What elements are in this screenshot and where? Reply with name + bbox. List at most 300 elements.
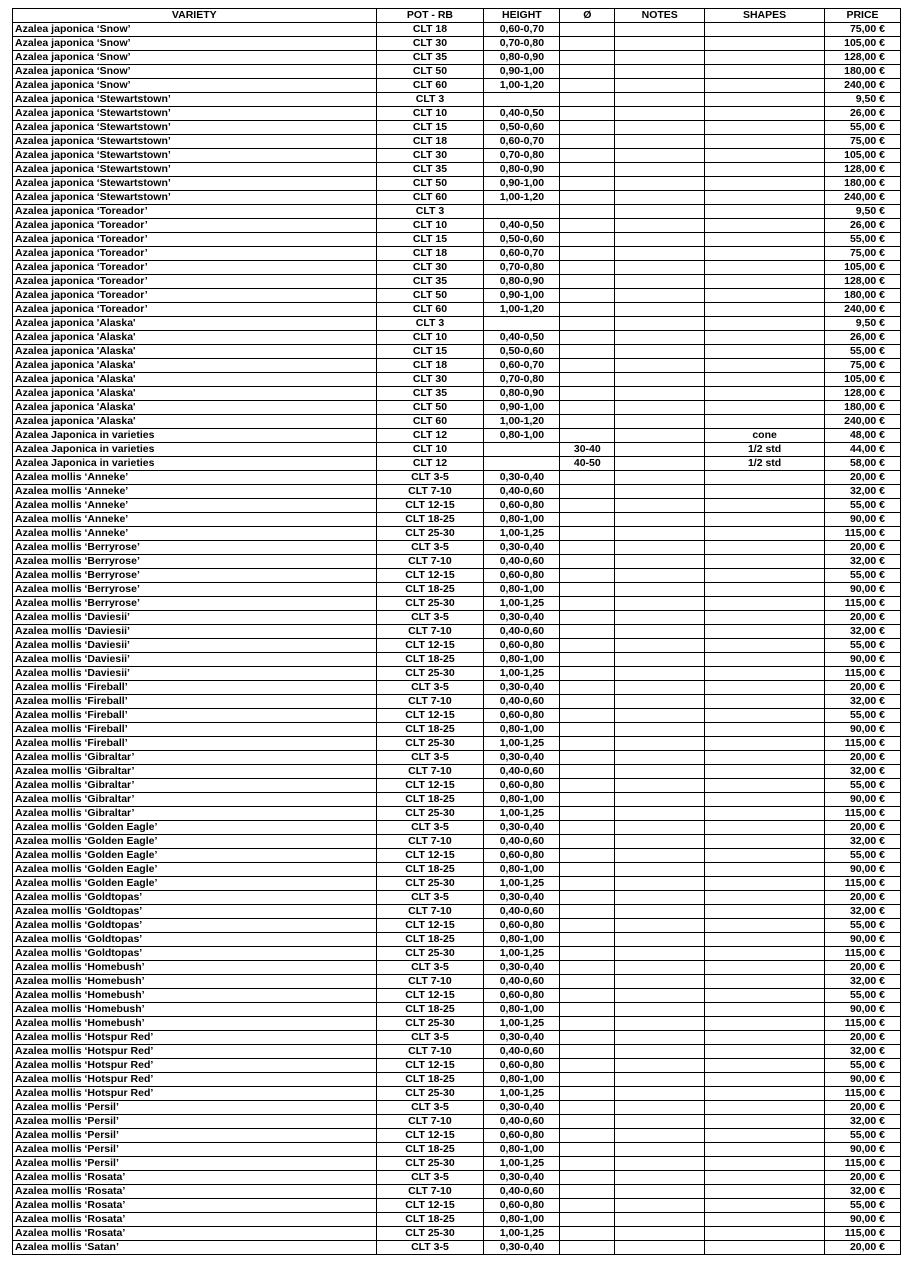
cell-shapes: [705, 1087, 825, 1101]
cell-variety: Azalea japonica ‘Stewartstown’: [13, 93, 377, 107]
cell-notes: [615, 135, 705, 149]
table-row: [13, 121, 901, 135]
cell-pot: CLT 18-25: [376, 653, 484, 667]
cell-diameter: [560, 765, 615, 779]
cell-variety: Azalea japonica ‘Toreador’: [13, 261, 377, 275]
cell-variety: Azalea mollis ‘Fireball’: [13, 723, 377, 737]
table-row: [13, 625, 901, 639]
cell-height: 0,70-0,80: [484, 261, 560, 275]
cell-diameter: [560, 219, 615, 233]
cell-shapes: [705, 947, 825, 961]
cell-notes: [615, 387, 705, 401]
cell-price: 32,00 €: [824, 1045, 900, 1059]
cell-diameter: [560, 947, 615, 961]
table-row: [13, 1073, 901, 1087]
cell-notes: [615, 107, 705, 121]
cell-variety: Azalea mollis ‘Daviesii’: [13, 639, 377, 653]
cell-diameter: [560, 51, 615, 65]
cell-diameter: [560, 317, 615, 331]
cell-height: [484, 317, 560, 331]
cell-pot: CLT 18-25: [376, 1073, 484, 1087]
cell-height: 0,30-0,40: [484, 1101, 560, 1115]
table-row: [13, 667, 901, 681]
cell-height: 1,00-1,25: [484, 527, 560, 541]
cell-diameter: [560, 821, 615, 835]
cell-shapes: [705, 597, 825, 611]
cell-diameter: [560, 1045, 615, 1059]
cell-notes: [615, 975, 705, 989]
cell-diameter: [560, 877, 615, 891]
cell-diameter: [560, 625, 615, 639]
table-row: [13, 1101, 901, 1115]
header-price: PRICE: [824, 9, 900, 23]
cell-notes: [615, 51, 705, 65]
cell-pot: CLT 12-15: [376, 569, 484, 583]
table-row: [13, 611, 901, 625]
cell-notes: [615, 331, 705, 345]
cell-notes: [615, 779, 705, 793]
cell-pot: CLT 15: [376, 345, 484, 359]
cell-price: 20,00 €: [824, 611, 900, 625]
cell-shapes: [705, 317, 825, 331]
cell-diameter: [560, 163, 615, 177]
table-row: [13, 891, 901, 905]
cell-shapes: [705, 1213, 825, 1227]
cell-diameter: [560, 1185, 615, 1199]
cell-notes: [615, 863, 705, 877]
cell-notes: [615, 247, 705, 261]
cell-variety: Azalea mollis ‘Homebush’: [13, 1017, 377, 1031]
cell-pot: CLT 25-30: [376, 1157, 484, 1171]
cell-price: 90,00 €: [824, 1213, 900, 1227]
cell-price: 115,00 €: [824, 807, 900, 821]
table-row: [13, 807, 901, 821]
cell-variety: Azalea japonica ‘Stewartstown’: [13, 163, 377, 177]
cell-pot: CLT 7-10: [376, 975, 484, 989]
cell-price: 105,00 €: [824, 373, 900, 387]
cell-shapes: [705, 135, 825, 149]
cell-shapes: [705, 485, 825, 499]
cell-pot: CLT 18-25: [376, 513, 484, 527]
table-row: [13, 695, 901, 709]
cell-height: 0,90-1,00: [484, 289, 560, 303]
table-row: [13, 681, 901, 695]
cell-shapes: [705, 611, 825, 625]
cell-pot: CLT 25-30: [376, 1017, 484, 1031]
cell-diameter: [560, 807, 615, 821]
cell-variety: Azalea mollis ‘Hotspur Red’: [13, 1087, 377, 1101]
cell-shapes: [705, 1059, 825, 1073]
cell-price: 55,00 €: [824, 639, 900, 653]
cell-variety: Azalea japonica ‘Snow’: [13, 65, 377, 79]
cell-height: 0,60-0,80: [484, 779, 560, 793]
table-row: [13, 961, 901, 975]
table-row: [13, 247, 901, 261]
table-row: [13, 1115, 901, 1129]
cell-height: 0,30-0,40: [484, 961, 560, 975]
cell-height: 0,80-0,90: [484, 275, 560, 289]
table-row: [13, 23, 901, 37]
cell-price: 55,00 €: [824, 779, 900, 793]
cell-price: 75,00 €: [824, 247, 900, 261]
cell-height: 1,00-1,20: [484, 303, 560, 317]
cell-pot: CLT 3-5: [376, 471, 484, 485]
cell-price: 9,50 €: [824, 205, 900, 219]
cell-notes: [615, 1157, 705, 1171]
table-row: [13, 163, 901, 177]
cell-notes: [615, 471, 705, 485]
cell-variety: Azalea mollis ‘Berryrose’: [13, 555, 377, 569]
cell-variety: Azalea mollis ‘Homebush’: [13, 975, 377, 989]
cell-shapes: [705, 177, 825, 191]
cell-variety: Azalea japonica ‘Toreador’: [13, 275, 377, 289]
cell-notes: [615, 919, 705, 933]
cell-notes: [615, 499, 705, 513]
cell-variety: Azalea mollis ‘Persil’: [13, 1115, 377, 1129]
cell-notes: [615, 961, 705, 975]
table-row: [13, 527, 901, 541]
cell-notes: [615, 485, 705, 499]
table-row: [13, 541, 901, 555]
table-row: [13, 1227, 901, 1241]
cell-price: 180,00 €: [824, 289, 900, 303]
cell-height: [484, 457, 560, 471]
cell-diameter: [560, 709, 615, 723]
cell-variety: Azalea mollis ‘Berryrose’: [13, 597, 377, 611]
cell-pot: CLT 12-15: [376, 499, 484, 513]
cell-height: 1,00-1,25: [484, 1227, 560, 1241]
cell-pot: CLT 60: [376, 191, 484, 205]
cell-notes: [615, 345, 705, 359]
cell-pot: CLT 7-10: [376, 555, 484, 569]
table-row: [13, 821, 901, 835]
header-height: HEIGHT: [484, 9, 560, 23]
cell-diameter: [560, 611, 615, 625]
cell-price: 20,00 €: [824, 961, 900, 975]
table-row: [13, 65, 901, 79]
cell-variety: Azalea mollis ‘Daviesii’: [13, 653, 377, 667]
cell-shapes: [705, 513, 825, 527]
cell-variety: Azalea mollis ‘Persil’: [13, 1101, 377, 1115]
cell-price: 32,00 €: [824, 975, 900, 989]
cell-height: 0,60-0,80: [484, 1199, 560, 1213]
table-row: [13, 1143, 901, 1157]
cell-price: 55,00 €: [824, 233, 900, 247]
cell-notes: [615, 1185, 705, 1199]
cell-shapes: [705, 1171, 825, 1185]
table-row: [13, 1017, 901, 1031]
cell-pot: CLT 12-15: [376, 1059, 484, 1073]
cell-notes: [615, 569, 705, 583]
table-row: [13, 401, 901, 415]
cell-pot: CLT 18-25: [376, 583, 484, 597]
table-row: [13, 1087, 901, 1101]
cell-diameter: [560, 1003, 615, 1017]
cell-pot: CLT 7-10: [376, 1185, 484, 1199]
cell-shapes: [705, 975, 825, 989]
cell-shapes: [705, 639, 825, 653]
cell-shapes: [705, 1115, 825, 1129]
cell-price: 32,00 €: [824, 485, 900, 499]
cell-height: 0,80-0,90: [484, 51, 560, 65]
cell-diameter: [560, 1199, 615, 1213]
price-list-table: [12, 8, 901, 1255]
cell-price: 75,00 €: [824, 359, 900, 373]
cell-height: 0,90-1,00: [484, 177, 560, 191]
cell-diameter: [560, 107, 615, 121]
cell-notes: [615, 177, 705, 191]
cell-pot: CLT 3-5: [376, 961, 484, 975]
cell-diameter: [560, 1017, 615, 1031]
cell-height: 1,00-1,25: [484, 1017, 560, 1031]
cell-shapes: [705, 709, 825, 723]
cell-shapes: [705, 835, 825, 849]
cell-variety: Azalea mollis ‘Gibraltar’: [13, 751, 377, 765]
cell-variety: Azalea japonica 'Alaska': [13, 387, 377, 401]
cell-height: 0,40-0,60: [484, 485, 560, 499]
cell-height: 1,00-1,25: [484, 1157, 560, 1171]
cell-diameter: 40-50: [560, 457, 615, 471]
cell-shapes: [705, 79, 825, 93]
cell-variety: Azalea mollis ‘Hotspur Red’: [13, 1045, 377, 1059]
cell-diameter: [560, 261, 615, 275]
cell-notes: [615, 65, 705, 79]
cell-height: 0,40-0,60: [484, 555, 560, 569]
cell-diameter: [560, 667, 615, 681]
cell-diameter: [560, 1101, 615, 1115]
cell-pot: CLT 35: [376, 51, 484, 65]
table-row: [13, 793, 901, 807]
cell-price: 20,00 €: [824, 1171, 900, 1185]
cell-height: 0,30-0,40: [484, 751, 560, 765]
cell-pot: CLT 25-30: [376, 807, 484, 821]
cell-price: 115,00 €: [824, 737, 900, 751]
cell-shapes: [705, 681, 825, 695]
cell-height: 0,70-0,80: [484, 149, 560, 163]
cell-notes: [615, 1227, 705, 1241]
cell-pot: CLT 18-25: [376, 933, 484, 947]
cell-pot: CLT 18-25: [376, 723, 484, 737]
cell-price: 90,00 €: [824, 723, 900, 737]
table-row: [13, 37, 901, 51]
cell-variety: Azalea mollis ‘Fireball’: [13, 709, 377, 723]
cell-price: 55,00 €: [824, 1129, 900, 1143]
cell-height: 1,00-1,20: [484, 191, 560, 205]
cell-notes: [615, 625, 705, 639]
cell-height: 0,60-0,80: [484, 1059, 560, 1073]
cell-notes: [615, 23, 705, 37]
cell-notes: [615, 1059, 705, 1073]
table-row: [13, 499, 901, 513]
cell-price: 20,00 €: [824, 821, 900, 835]
table-row: [13, 135, 901, 149]
cell-variety: Azalea japonica ‘Stewartstown’: [13, 149, 377, 163]
cell-shapes: [705, 51, 825, 65]
cell-pot: CLT 12-15: [376, 919, 484, 933]
cell-variety: Azalea mollis ‘Homebush’: [13, 961, 377, 975]
table-row: [13, 597, 901, 611]
cell-height: 0,80-1,00: [484, 793, 560, 807]
cell-height: 1,00-1,25: [484, 1087, 560, 1101]
cell-pot: CLT 7-10: [376, 1045, 484, 1059]
cell-price: 90,00 €: [824, 653, 900, 667]
table-row: [13, 653, 901, 667]
table-row: [13, 877, 901, 891]
cell-diameter: [560, 597, 615, 611]
cell-variety: Azalea japonica ‘Stewartstown’: [13, 135, 377, 149]
cell-pot: CLT 35: [376, 387, 484, 401]
cell-notes: [615, 933, 705, 947]
cell-shapes: [705, 555, 825, 569]
table-row: [13, 1199, 901, 1213]
cell-price: 48,00 €: [824, 429, 900, 443]
cell-variety: Azalea japonica ‘Stewartstown’: [13, 107, 377, 121]
cell-variety: Azalea japonica 'Alaska': [13, 359, 377, 373]
cell-shapes: [705, 93, 825, 107]
cell-shapes: [705, 653, 825, 667]
cell-notes: [615, 1199, 705, 1213]
table-row: [13, 415, 901, 429]
cell-pot: CLT 7-10: [376, 905, 484, 919]
cell-variety: Azalea mollis ‘Fireball’: [13, 737, 377, 751]
cell-diameter: [560, 933, 615, 947]
cell-variety: Azalea japonica ‘Snow’: [13, 23, 377, 37]
cell-price: 32,00 €: [824, 625, 900, 639]
cell-pot: CLT 50: [376, 401, 484, 415]
cell-notes: [615, 527, 705, 541]
cell-shapes: [705, 233, 825, 247]
cell-diameter: [560, 1129, 615, 1143]
cell-pot: CLT 15: [376, 233, 484, 247]
table-row: [13, 919, 901, 933]
cell-diameter: [560, 1171, 615, 1185]
cell-variety: Azalea mollis ‘Fireball’: [13, 681, 377, 695]
cell-price: 90,00 €: [824, 1143, 900, 1157]
cell-price: 55,00 €: [824, 345, 900, 359]
cell-diameter: [560, 1213, 615, 1227]
cell-shapes: [705, 807, 825, 821]
cell-price: 90,00 €: [824, 583, 900, 597]
cell-variety: Azalea Japonica in varieties: [13, 429, 377, 443]
cell-pot: CLT 25-30: [376, 597, 484, 611]
table-row: [13, 1213, 901, 1227]
cell-pot: CLT 10: [376, 331, 484, 345]
cell-height: 0,40-0,60: [484, 1185, 560, 1199]
cell-pot: CLT 3-5: [376, 1031, 484, 1045]
cell-variety: Azalea mollis ‘Fireball’: [13, 695, 377, 709]
cell-shapes: [705, 1199, 825, 1213]
table-row: [13, 261, 901, 275]
cell-shapes: [705, 121, 825, 135]
cell-height: 1,00-1,20: [484, 415, 560, 429]
cell-diameter: [560, 723, 615, 737]
cell-diameter: [560, 793, 615, 807]
cell-height: 0,80-1,00: [484, 723, 560, 737]
cell-height: 0,40-0,60: [484, 1115, 560, 1129]
cell-variety: Azalea mollis ‘Gibraltar’: [13, 765, 377, 779]
cell-height: 0,40-0,60: [484, 625, 560, 639]
cell-notes: [615, 695, 705, 709]
cell-price: 128,00 €: [824, 163, 900, 177]
cell-price: 55,00 €: [824, 1059, 900, 1073]
cell-notes: [615, 373, 705, 387]
cell-price: 20,00 €: [824, 681, 900, 695]
cell-pot: CLT 50: [376, 177, 484, 191]
cell-notes: [615, 821, 705, 835]
table-row: [13, 387, 901, 401]
header-diameter: Ø: [560, 9, 615, 23]
cell-pot: CLT 30: [376, 261, 484, 275]
table-row: [13, 947, 901, 961]
cell-height: 0,30-0,40: [484, 471, 560, 485]
header-notes: NOTES: [615, 9, 705, 23]
cell-price: 240,00 €: [824, 191, 900, 205]
cell-height: 0,80-1,00: [484, 1073, 560, 1087]
cell-notes: [615, 667, 705, 681]
cell-pot: CLT 3-5: [376, 891, 484, 905]
cell-price: 55,00 €: [824, 1199, 900, 1213]
cell-pot: CLT 25-30: [376, 947, 484, 961]
cell-variety: Azalea mollis ‘Persil’: [13, 1157, 377, 1171]
cell-pot: CLT 7-10: [376, 765, 484, 779]
cell-pot: CLT 3-5: [376, 681, 484, 695]
cell-shapes: 1/2 std: [705, 457, 825, 471]
cell-notes: [615, 457, 705, 471]
cell-notes: [615, 429, 705, 443]
cell-height: [484, 93, 560, 107]
cell-shapes: 1/2 std: [705, 443, 825, 457]
cell-height: 0,30-0,40: [484, 891, 560, 905]
table-row: [13, 485, 901, 499]
cell-diameter: [560, 191, 615, 205]
cell-shapes: [705, 695, 825, 709]
cell-variety: Azalea japonica 'Alaska': [13, 373, 377, 387]
cell-notes: [615, 303, 705, 317]
cell-pot: CLT 7-10: [376, 1115, 484, 1129]
cell-height: 0,40-0,50: [484, 219, 560, 233]
cell-shapes: [705, 191, 825, 205]
cell-height: 0,30-0,40: [484, 1241, 560, 1255]
cell-price: 240,00 €: [824, 79, 900, 93]
cell-shapes: [705, 275, 825, 289]
cell-notes: [615, 163, 705, 177]
cell-height: 0,90-1,00: [484, 401, 560, 415]
cell-pot: CLT 10: [376, 219, 484, 233]
cell-height: 1,00-1,25: [484, 947, 560, 961]
cell-price: 115,00 €: [824, 877, 900, 891]
cell-shapes: [705, 919, 825, 933]
cell-shapes: [705, 751, 825, 765]
cell-price: 55,00 €: [824, 709, 900, 723]
cell-variety: Azalea mollis ‘Hotspur Red’: [13, 1073, 377, 1087]
cell-diameter: [560, 471, 615, 485]
cell-diameter: [560, 121, 615, 135]
cell-price: 32,00 €: [824, 765, 900, 779]
cell-height: 1,00-1,25: [484, 667, 560, 681]
cell-height: 0,60-0,70: [484, 247, 560, 261]
table-row: [13, 1059, 901, 1073]
cell-variety: Azalea japonica ‘Stewartstown’: [13, 121, 377, 135]
cell-pot: CLT 7-10: [376, 485, 484, 499]
cell-shapes: [705, 891, 825, 905]
cell-shapes: [705, 933, 825, 947]
cell-pot: CLT 25-30: [376, 527, 484, 541]
cell-height: 0,60-0,80: [484, 919, 560, 933]
cell-notes: [615, 849, 705, 863]
cell-shapes: [705, 415, 825, 429]
cell-variety: Azalea mollis ‘Hotspur Red’: [13, 1059, 377, 1073]
cell-variety: Azalea mollis ‘Homebush’: [13, 1003, 377, 1017]
